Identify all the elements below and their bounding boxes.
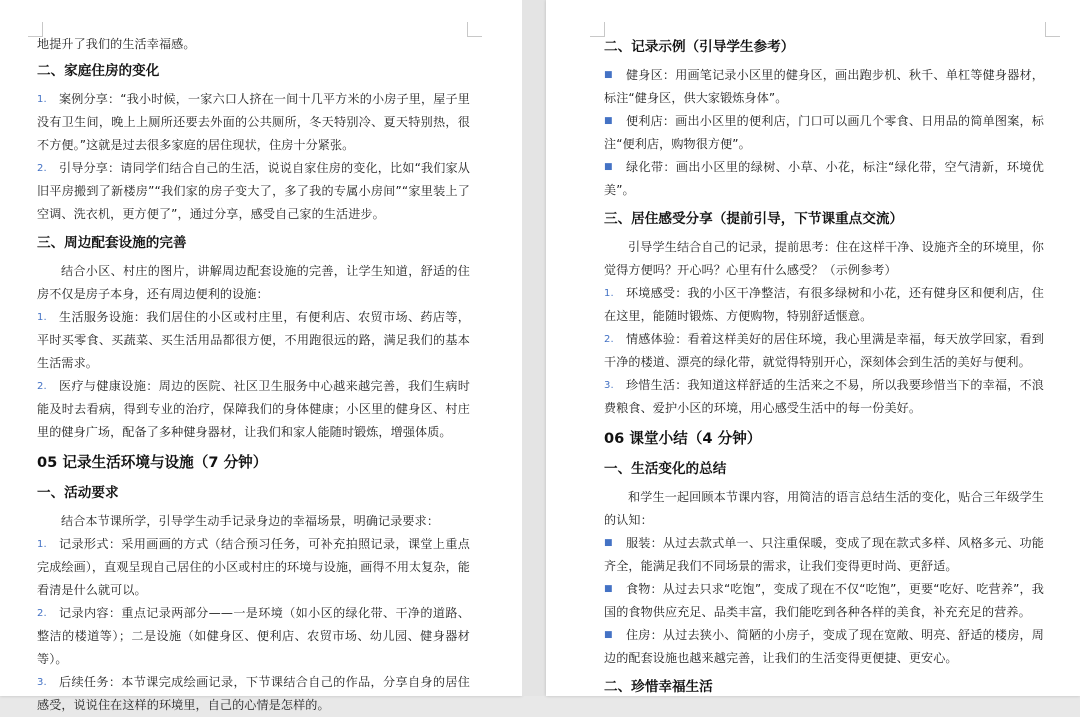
list-number: 3. bbox=[604, 380, 614, 391]
bullet-icon: ■ bbox=[604, 630, 613, 640]
bullet-text: 住房：从过去狭小、简陋的小房子，变成了现在宽敞、明亮、舒适的楼房，周边的配套设施也越来越完善，让我们的生活变得更便捷、更安心。 bbox=[604, 628, 1044, 665]
bullet-item bbox=[604, 156, 1044, 202]
bullet-item bbox=[604, 624, 1044, 670]
heading-summary: 一、生活变化的总结 bbox=[604, 461, 727, 477]
page-content[interactable] bbox=[546, 0, 1080, 704]
bullet-item bbox=[604, 532, 1044, 578]
list-item bbox=[37, 375, 470, 444]
list-item-text: 记录内容：重点记录两部分——一是环境（如小区的绿化带、干净的道路、整洁的楼道等）；二是设施（如健身区、便利店、农贸市场、幼儿园、健身器材等）。 bbox=[37, 606, 470, 666]
list-item bbox=[37, 533, 470, 602]
heading-housing: 二、家庭住房的变化 bbox=[37, 63, 160, 79]
heading-record-example: 二、记录示例（引导学生参考） bbox=[604, 39, 795, 55]
list-item bbox=[37, 306, 470, 375]
list-item bbox=[604, 328, 1044, 374]
bullet-text: 健身区：用画笔记录小区里的健身区，画出跑步机、秋千、单杠等健身器材，标注“健身区，供大家锻炼身体”。 bbox=[604, 68, 1044, 105]
list-number: 3. bbox=[37, 677, 47, 688]
heading-cherish: 二、珍惜幸福生活 bbox=[604, 679, 713, 695]
list-number: 2. bbox=[604, 334, 614, 345]
heading-living-feelings: 三、居住感受分享（提前引导，下节课重点交流） bbox=[604, 211, 904, 227]
list-number: 2. bbox=[37, 163, 47, 174]
summary-intro: 和学生一起回顾本节课内容，用简洁的语言总结生活的变化，贴合三年级学生的认知： bbox=[604, 490, 1044, 527]
facilities-intro: 结合小区、村庄的图片，讲解周边配套设施的完善，让学生知道，舒适的住房不仅是房子本身，还有周边便利的设施： bbox=[37, 264, 470, 301]
list-item bbox=[604, 282, 1044, 328]
list-item-text: 生活服务设施：我们居住的小区或村庄里，有便利店、农贸市场、药店等，平时买零食、买蔬菜、买生活用品都很方便，不用跑很远的路，满足我们的基本生活需求。 bbox=[37, 310, 470, 370]
list-item-text: 情感体验：看着这样美好的居住环境，我心里满是幸福，每天放学回家，看到干净的楼道、漂亮的绿化带，就觉得特别开心，深刻体会到生活的美好与便利。 bbox=[604, 332, 1044, 369]
document-page-right bbox=[546, 0, 1080, 696]
bullet-text: 便利店：画出小区里的便利店，门口可以画几个零食、日用品的简单图案，标注“便利店，购物很方便”。 bbox=[604, 114, 1044, 151]
list-item-text: 后续任务：本节课完成绘画记录，下节课结合自己的作品，分享自身的居住感受，说说住在这样的环境里，自己的心情是怎样的。 bbox=[37, 675, 470, 712]
list-item bbox=[37, 602, 470, 671]
list-item bbox=[37, 671, 470, 717]
intro-line: 地提升了我们的生活幸福感。 bbox=[37, 37, 196, 51]
bullet-text: 食物：从过去只求“吃饱”，变成了现在不仅“吃饱”，更要“吃好、吃营养”，我国的食物供应充足、品类丰富，我们能吃到各种各样的美食，补充充足的营养。 bbox=[604, 582, 1044, 619]
bullet-icon: ■ bbox=[604, 116, 613, 126]
list-number: 1. bbox=[37, 539, 47, 550]
list-item-text: 珍惜生活：我知道这样舒适的生活来之不易，所以我要珍惜当下的幸福，不浪费粮食、爱护小区的环境，用心感受生活中的每一份美好。 bbox=[604, 378, 1044, 415]
activity-intro: 结合本节课所学，引导学生动手记录身边的幸福场景，明确记录要求： bbox=[61, 514, 440, 528]
list-number: 2. bbox=[37, 381, 47, 392]
page-gutter bbox=[522, 0, 546, 696]
section-05-title: 05 记录生活环境与设施（7 分钟） bbox=[37, 454, 268, 471]
list-item-text: 引导分享：请同学们结合自己的生活，说说自家住房的变化，比如“我们家从旧平房搬到了新楼房”“我们家的房子变大了，多了我的专属小房间”“家里装上了空调、洗衣机，更方便了”，通过分享，感受自己家的生活进步。 bbox=[37, 161, 470, 221]
list-number: 1. bbox=[604, 288, 614, 299]
list-item bbox=[604, 374, 1044, 420]
bullet-icon: ■ bbox=[604, 70, 613, 80]
page-content[interactable] bbox=[0, 0, 522, 717]
bullet-icon: ■ bbox=[604, 538, 613, 548]
bullet-text: 服装：从过去款式单一、只注重保暖，变成了现在款式多样、风格多元、功能齐全，能满足我们不同场景的需求，让我们变得更时尚、更舒适。 bbox=[604, 536, 1044, 573]
document-page-left bbox=[0, 0, 522, 712]
list-item bbox=[37, 88, 470, 157]
list-number: 2. bbox=[37, 608, 47, 619]
heading-facilities: 三、周边配套设施的完善 bbox=[37, 235, 187, 251]
bullet-item bbox=[604, 110, 1044, 156]
bullet-item bbox=[604, 64, 1044, 110]
heading-activity-requirements: 一、活动要求 bbox=[37, 485, 119, 501]
list-number: 1. bbox=[37, 94, 47, 105]
list-item-text: 记录形式：采用画画的方式（结合预习任务，可补充拍照记录，课堂上重点完成绘画），直观呈现自己居住的小区或村庄的环境与设施，画得不用太复杂，能看清是什么就可以。 bbox=[37, 537, 470, 597]
bullet-icon: ■ bbox=[604, 584, 613, 594]
list-item-text: 环境感受：我的小区干净整洁，有很多绿树和小花，还有健身区和便利店，住在这里，能随时锻炼、方便购物，特别舒适惬意。 bbox=[604, 286, 1044, 323]
bullet-item bbox=[604, 578, 1044, 624]
bullet-icon: ■ bbox=[604, 162, 613, 172]
list-number: 1. bbox=[37, 312, 47, 323]
list-item bbox=[37, 157, 470, 226]
list-item-text: 案例分享：“我小时候，一家六口人挤在一间十几平方米的小房子里，屋子里没有卫生间，晚上上厕所还要去外面的公共厕所，冬天特别冷、夏天特别热，很不方便。”这就是过去很多家庭的居住现状，住房十分紧张。 bbox=[37, 92, 470, 152]
list-item-text: 医疗与健康设施：周边的医院、社区卫生服务中心越来越完善，我们生病时能及时去看病，得到专业的治疗，保障我们的身体健康；小区里的健身区、村庄里的健身广场，配备了多种健身器材，让我们和家人能随时锻炼，增强体质。 bbox=[37, 379, 470, 439]
bullet-text: 绿化带：画出小区里的绿树、小草、小花，标注“绿化带，空气清新，环境优美”。 bbox=[604, 160, 1044, 197]
share-intro: 引导学生结合自己的记录，提前思考：住在这样干净、设施齐全的环境里，你觉得方便吗？开心吗？心里有什么感受？（示例参考） bbox=[604, 240, 1044, 277]
section-06-title: 06 课堂小结（4 分钟） bbox=[604, 430, 762, 447]
